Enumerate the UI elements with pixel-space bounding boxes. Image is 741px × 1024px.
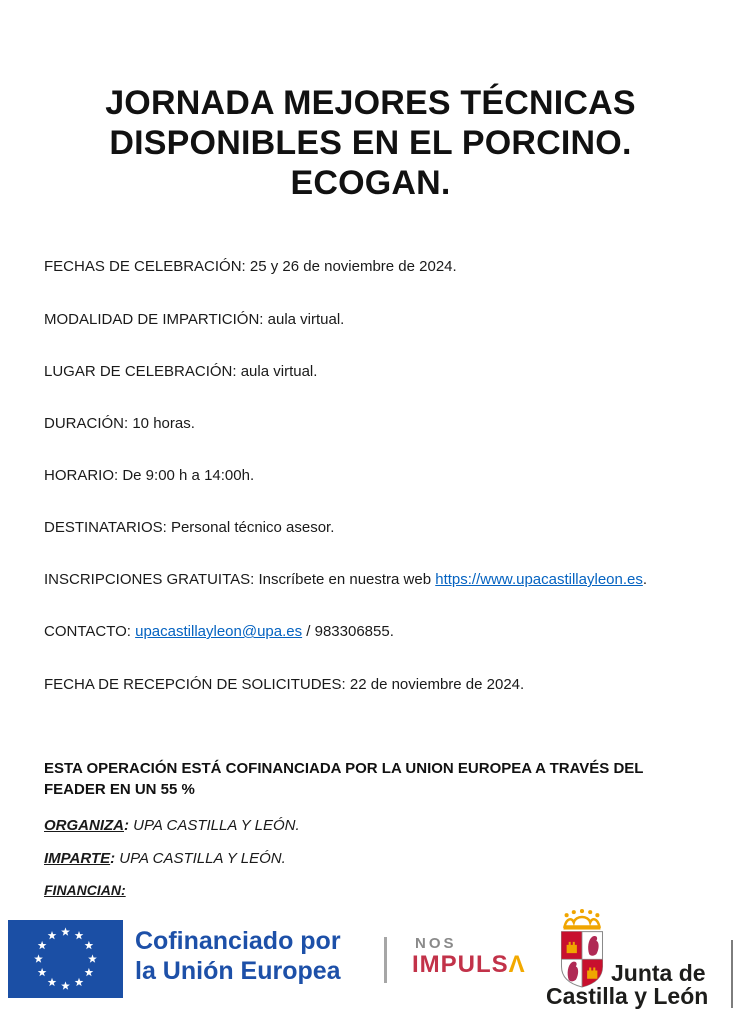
cofinanciacion-statement: ESTA OPERACIÓN ESTÁ COFINANCIADA POR LA UNION EUROPEA A TRAVÉS DEL FEADER EN UN 55 % (44, 760, 644, 798)
impulsa-last-letter: Λ (508, 951, 526, 978)
imparte-line (44, 850, 286, 867)
imparte-value: UPA CASTILLA Y LEÓN. (115, 850, 286, 867)
page-title-line-1: JORNADA MEJORES TÉCNICAS (105, 83, 636, 122)
page-title-line-3: ECOGAN. (290, 163, 451, 202)
junta-shield-icon (555, 907, 609, 989)
info-line-destinatarios: DESTINATARIOS: Personal técnico asesor. (44, 519, 335, 536)
email-link[interactable]: upacastillayleon@upa.es (135, 623, 303, 640)
info-line-duracion: DURACIÓN: 10 horas. (44, 415, 195, 432)
organiza-colon: : (124, 817, 129, 834)
web-link[interactable]: https://www.upacastillayleon.es (435, 571, 643, 588)
info-line-fecha-recepcion: FECHA DE RECEPCIÓN DE SOLICITUDES: 22 de noviembre de 2024. (44, 676, 525, 693)
page-title (0, 83, 741, 203)
impulsa-main-text: IMPULS (412, 951, 509, 978)
nos-impulsa-nos-label: NOS (415, 935, 457, 952)
info-line-inscripciones (44, 570, 647, 589)
contacto-phone: / 983306855. (302, 623, 394, 640)
financian-line (44, 882, 126, 898)
imparte-label: IMPARTE (44, 850, 111, 867)
footer-divider-right (731, 940, 733, 1008)
info-line-contacto (44, 622, 394, 641)
eu-cofinanced-line-1: Cofinanciado por (135, 927, 341, 955)
junta-label-line-2: Castilla y León (546, 983, 709, 1009)
financian-label: FINANCIAN: (44, 882, 126, 898)
imparte-colon: : (110, 850, 116, 867)
contacto-text: CONTACTO: (44, 623, 136, 640)
info-line-horario: HORARIO: De 9:00 h a 14:00h. (44, 467, 255, 484)
junta-label-line-1: Junta de (611, 960, 706, 986)
info-line-lugar: LUGAR DE CELEBRACIÓN: aula virtual. (44, 363, 318, 380)
eu-cofinanced-label (135, 926, 341, 986)
organiza-label: ORGANIZA (44, 817, 124, 834)
nos-impulsa-logo (412, 951, 526, 979)
info-line-fechas: FECHAS DE CELEBRACIÓN: 25 y 26 de noviembre de 2024. (44, 258, 457, 275)
inscripciones-period: . (642, 571, 648, 588)
info-line-modalidad: MODALIDAD DE IMPARTICIÓN: aula virtual. (44, 311, 345, 328)
organiza-line (44, 817, 300, 834)
inscripciones-text: INSCRIPCIONES GRATUITAS: Inscríbete en nuestra web (44, 571, 436, 588)
eu-flag-icon (8, 920, 123, 998)
organiza-value: UPA CASTILLA Y LEÓN. (129, 817, 300, 834)
eu-cofinanced-line-2: la Unión Europea (135, 957, 341, 985)
footer-divider-left (384, 937, 387, 983)
page-title-line-2: DISPONIBLES EN EL PORCINO. (109, 123, 632, 162)
